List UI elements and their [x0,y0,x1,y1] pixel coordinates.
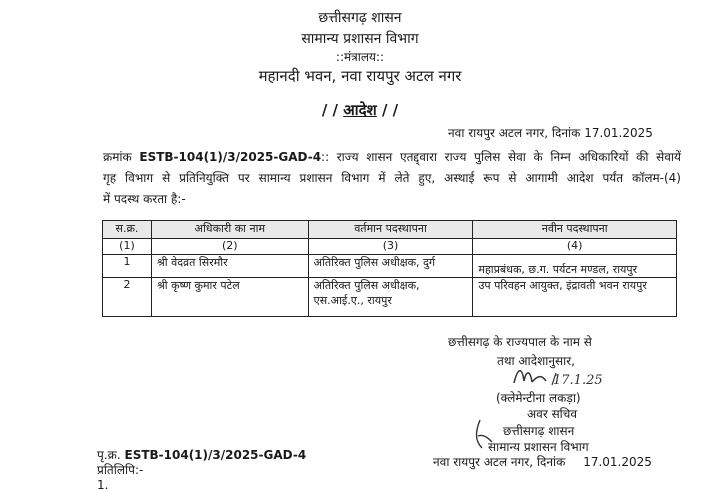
table-cell-name: श्री वेदव्रत सिरमौर [151,255,308,278]
endorsement-place-date: नवा रायपुर अटल नगर, दिनांक [433,455,566,469]
order-body-line-1-text: :: राज्य शासन एतद्द्वारा राज्य पुलिस सेवा के निम्न अधिकारियों की सेवायें [321,150,681,164]
endorsement-ref-label: पृ.क्र. [97,448,121,462]
order-body-line-2: गृह विभाग से प्रतिनियुक्ति पर सामान्य प्रशासन विभाग में लेते हुए, अस्थाई रूप से आगामी आदेश पर्यंत कॉलम-(4) [103,171,681,185]
endorsement-ref-number: ESTB-104(1)/3/2025-GAD-4 [124,448,307,462]
table-cell-sn: 1 [103,255,152,278]
table-cell-current-posting: अतिरिक्त पुलिस अधीक्षक, एस.आई.ए., रायपुर [308,278,473,317]
posting-table [102,220,677,317]
copy-to-label: प्रतिलिपि:- [97,463,144,477]
order-body-line-3: में पदस्थ करता है:- [103,192,186,206]
header-department: सामान्य प्रशासन विभाग [301,31,419,47]
copy-item-number: 1. [97,478,109,492]
table-cell-new-posting: महाप्रबंधक, छ.ग. पर्यटन मण्डल, रायपुर [473,255,677,278]
signature-order-line: तथा आदेशानुसार, [497,354,575,368]
signatory-name: (क्लेमेन्टीना लकड़ा) [496,391,581,405]
table-header-current-posting: वर्तमान पदस्थापना [308,221,473,239]
order-number: ESTB-104(1)/3/2025-GAD-4 [139,150,322,164]
table-col-number: (4) [473,239,677,255]
signature-authority-line: छत्तीसगढ़ के राज्यपाल के नाम से [448,335,592,349]
table-cell-current-posting: अतिरिक्त पुलिस अधीक्षक, दुर्ग [308,255,473,278]
order-body-line-1 [103,147,681,168]
order-title [0,100,720,120]
table-cell-new-posting: उप परिवहन आयुक्त, इंद्रावती भवन रायपुर [473,278,677,317]
table-header-name: अधिकारी का नाम [151,221,308,239]
order-body [103,147,681,210]
endorsement-date: 17.01.2025 [583,455,652,469]
signatory-department: सामान्य प्रशासन विभाग [488,440,589,454]
header-ministry: ::मंत्रालय:: [335,50,385,64]
order-place-date: नवा रायपुर अटल नगर, दिनांक [448,126,581,140]
order-title-text: आदेश [343,101,377,119]
order-title-prefix: / / [321,101,339,119]
table-header-sn: स.क्र. [103,221,152,239]
table-header-row [103,221,677,239]
header-government: छत्तीसगढ़ शासन [318,10,402,26]
order-number-label: क्रमांक [103,150,132,164]
table-col-number: (1) [103,239,152,255]
endorsement-date-line [433,453,652,470]
table-cell-sn: 2 [103,278,152,317]
table-header-new-posting: नवीन पदस्थापना [473,221,677,239]
table-row [103,278,677,317]
table-cell-name: श्री कृष्ण कुमार पटेल [151,278,308,317]
table-col-number: (3) [308,239,473,255]
order-title-suffix: / / [381,101,399,119]
header-address: महानदी भवन, नवा रायपुर अटल नगर [258,67,462,85]
signatory-government: छत्तीसगढ़ शासन [503,424,575,438]
order-date-line [448,124,653,141]
signatory-designation: अवर सचिव [527,407,578,421]
table-column-number-row [103,239,677,255]
order-date: 17.01.2025 [584,126,653,140]
signature-date: 17.1.25 [553,373,603,388]
table-col-number: (2) [151,239,308,255]
table-row [103,255,677,278]
